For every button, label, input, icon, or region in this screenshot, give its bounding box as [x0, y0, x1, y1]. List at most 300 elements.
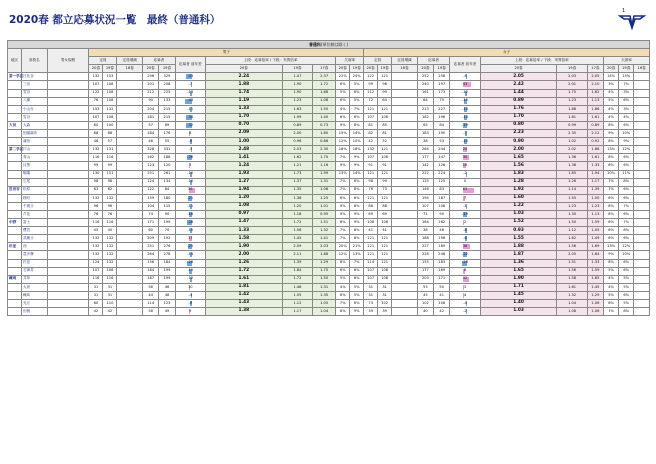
change-value: -28: [462, 260, 468, 265]
cell-fdiff: [450, 121, 480, 129]
cell-mq: 107: [89, 113, 103, 121]
cell-fdiff: [450, 235, 480, 243]
cell-mr: 1.94: [205, 186, 282, 194]
cell-fq: 82: [364, 130, 378, 138]
change-value: -9: [188, 138, 193, 143]
cell-fr: 2.05: [480, 73, 557, 81]
table-row: [8, 130, 650, 138]
cell-fa2: 196: [434, 113, 450, 121]
cell-fq: 81: [364, 121, 378, 129]
cell-fdiff: [450, 267, 480, 275]
cell-fr2: 1.56: [557, 243, 587, 251]
cell-frt2: 6%: [619, 154, 634, 162]
table-row: [8, 105, 650, 113]
change-value: -12: [187, 276, 194, 281]
cell-frt: 6%: [604, 194, 619, 202]
cell-fq: 73: [364, 300, 378, 308]
cell-fr: 1.65: [480, 267, 557, 275]
empty-cell: [117, 283, 143, 291]
empty-cell: [47, 138, 89, 146]
cell-school: [21, 170, 47, 178]
cell-frt2: 5%: [619, 275, 634, 283]
cell-fa: 177: [417, 154, 433, 162]
cell-ma2: 55: [159, 138, 175, 146]
cell-fq: 31: [364, 291, 378, 299]
cell-fr3: 1.88: [587, 146, 603, 154]
cell-frt2: 6%: [619, 97, 634, 105]
empty-cell: [392, 162, 418, 170]
cell-school: [21, 259, 47, 267]
cell-mrt2: 8%: [350, 186, 364, 194]
cell-mrt: 13%: [336, 170, 350, 178]
cell-mrt: 4%: [336, 283, 350, 291]
cell-frt: 5%: [604, 267, 619, 275]
empty-cell: [47, 300, 89, 308]
cell-fr3: 1.61: [587, 113, 603, 121]
table-row: [8, 146, 650, 154]
change-value: -7: [188, 82, 193, 87]
cell-fq2: 85: [378, 121, 392, 129]
cell-mq2: 96: [103, 202, 117, 210]
cell-mdiff: [175, 162, 205, 170]
cell-fa2: 196: [434, 235, 450, 243]
cell-mrt: 12%: [336, 251, 350, 259]
empty-cell: [47, 97, 89, 105]
cell-fr: 2.00: [480, 146, 557, 154]
cell-dist: [8, 259, 22, 267]
change-value: 9: [189, 308, 192, 313]
cell-fr2: 1.30: [557, 210, 587, 218]
cell-fa2: 162: [434, 219, 450, 227]
header-year: 19春: [619, 65, 634, 73]
change-value: 目黒: [22, 163, 31, 168]
cell-fa2: 125: [434, 178, 450, 186]
change-value: 田柄: [22, 308, 31, 313]
cell-mrt2: 5%: [350, 81, 364, 89]
cell-mr3: 0.86: [313, 138, 336, 146]
table-row: [8, 202, 650, 210]
cell-mdiff: [175, 300, 205, 308]
cell-dist: [8, 105, 22, 113]
cell-dist: 第二学区: [8, 146, 22, 154]
cell-fq: 121: [364, 251, 378, 259]
cell-fr3: 1.06: [587, 300, 603, 308]
cell-fq2: 88: [378, 202, 392, 210]
cell-fq2: 99: [378, 89, 392, 97]
cell-mr2: 2.53: [282, 146, 312, 154]
cell-frt2: 6%: [619, 121, 634, 129]
cell-mr: 0.70: [205, 121, 282, 129]
header-male: 男子: [89, 49, 364, 57]
table-row: [8, 186, 650, 194]
empty-cell: [47, 267, 89, 275]
empty-cell: [392, 89, 418, 97]
cell-ma: 171: [143, 219, 159, 227]
empty-cell: [117, 146, 143, 154]
cell-fr2: 1.88: [557, 105, 587, 113]
cell-ma: 201: [143, 81, 159, 89]
cell-mrt: 15%: [336, 130, 350, 138]
cell-frt: 4%: [604, 89, 619, 97]
empty-cell: [117, 81, 143, 89]
cell-fdiff: [450, 105, 480, 113]
cell-frt2: 6%: [619, 210, 634, 218]
cell-fr2: 2.02: [557, 146, 587, 154]
empty-cell: [634, 186, 650, 194]
cell-mr3: 1.06: [313, 186, 336, 194]
cell-ma2: 49: [159, 308, 175, 316]
empty-cell: [392, 178, 418, 186]
cell-frt2: 7%: [619, 81, 634, 89]
cell-fa2: 79: [434, 97, 450, 105]
cell-ma: 57: [143, 121, 159, 129]
cell-fq2: 99: [378, 178, 392, 186]
cell-mrt2: 5%: [350, 283, 364, 291]
empty-cell: [47, 275, 89, 283]
cell-mr2: 1.47: [282, 73, 312, 81]
cell-dist: [8, 210, 22, 218]
change-value: -25: [187, 244, 194, 249]
cell-mr3: 1.50: [313, 105, 336, 113]
cell-school: [21, 300, 47, 308]
change-value: -10: [187, 179, 194, 184]
cell-fr3: 1.06: [587, 308, 603, 316]
empty-cell: [392, 154, 418, 162]
cell-fq: 69: [364, 210, 378, 218]
table-row: [8, 97, 650, 105]
cell-mq2: 57: [103, 138, 117, 146]
cell-mr2: 1.62: [282, 154, 312, 162]
header-female-quota: 定員: [364, 57, 392, 65]
change-value: 大泉: [22, 284, 31, 289]
empty-cell: [634, 308, 650, 316]
cell-ma: 181: [143, 113, 159, 121]
cell-fa2: 106: [434, 300, 450, 308]
cell-fr3: 1.29: [587, 291, 603, 299]
cell-fa2: 41: [434, 291, 450, 299]
cell-mdiff: [175, 170, 205, 178]
cell-dist: [8, 251, 22, 259]
cell-fq: 121: [364, 105, 378, 113]
change-value: -32: [187, 122, 194, 127]
table-row: [8, 235, 650, 243]
empty-cell: [392, 113, 418, 121]
table-row: [8, 259, 650, 267]
change-value: 63: [462, 187, 468, 192]
cell-mrt2: 5%: [350, 97, 364, 105]
cell-frt2: 7%: [619, 202, 634, 210]
cell-mr: 1.90: [205, 243, 282, 251]
cell-mq: 132: [89, 194, 103, 202]
cell-mrt2: 9%: [350, 154, 364, 162]
cell-mrt: 6%: [336, 267, 350, 275]
table-row: [8, 227, 650, 235]
cell-ma2: 90: [159, 210, 175, 218]
cell-school: [21, 283, 47, 291]
cell-fr2: 1.62: [557, 235, 587, 243]
winged-emblem-logo: [619, 13, 645, 29]
cell-mr2: 1.63: [282, 105, 312, 113]
cell-fa: 227: [417, 243, 433, 251]
cell-mdiff: [175, 81, 205, 89]
cell-fq: 76: [364, 186, 378, 194]
cell-mr: 0.97: [205, 210, 282, 218]
empty-cell: [634, 162, 650, 170]
cell-mr2: 2.09: [282, 243, 312, 251]
cell-frt: 4%: [604, 113, 619, 121]
cell-fq: 114: [364, 259, 378, 267]
cell-fa: 203: [417, 275, 433, 283]
cell-fa2: 90: [434, 210, 450, 218]
cell-mrt2: 8%: [350, 121, 364, 129]
cell-mq2: 132: [103, 105, 117, 113]
cell-mrt2: 6%: [350, 275, 364, 283]
empty-cell: [47, 235, 89, 243]
cell-mr3: 1.04: [313, 308, 336, 316]
cell-fr: 1.87: [480, 251, 557, 259]
cell-fr3: 1.59: [587, 219, 603, 227]
cell-mq2: 132: [103, 259, 117, 267]
cell-ma2: 208: [159, 81, 175, 89]
cell-ma2: 331: [159, 146, 175, 154]
cell-ma2: 329: [159, 73, 175, 81]
cell-fa: 188: [417, 235, 433, 243]
header-male-prev-diff: 応募者 前年差: [175, 57, 205, 73]
cell-fa: 65: [417, 121, 433, 129]
cell-frt: 10%: [604, 170, 619, 178]
empty-cell: [392, 275, 418, 283]
cell-frt: 9%: [604, 251, 619, 259]
empty-cell: [392, 81, 418, 89]
empty-cell: [392, 105, 418, 113]
empty-cell: [634, 259, 650, 267]
cell-mrt: 8%: [336, 259, 350, 267]
empty-cell: [47, 243, 89, 251]
cell-mr: 1.43: [205, 300, 282, 308]
empty-cell: [47, 105, 89, 113]
cell-dist: 大田: [8, 121, 22, 129]
change-value: -28: [187, 260, 194, 265]
empty-cell: [634, 210, 650, 218]
cell-mrt: 8%: [336, 219, 350, 227]
cell-school: [21, 113, 47, 121]
cell-frt: 4%: [604, 105, 619, 113]
empty-cell: [634, 130, 650, 138]
change-value: -21: [187, 195, 194, 200]
cell-fdiff: [450, 138, 480, 146]
cell-mr2: 1.17: [282, 308, 312, 316]
cell-mr: 1.74: [205, 89, 282, 97]
cell-dist: 第一学区: [8, 73, 22, 81]
cell-fa2: 224: [434, 170, 450, 178]
cell-mr: 1.19: [205, 97, 282, 105]
cell-dist: [8, 283, 22, 291]
empty-cell: [47, 154, 89, 162]
cell-fdiff: [450, 227, 480, 235]
cell-mrt2: 8%: [350, 227, 364, 235]
cell-fr: 1.83: [480, 170, 557, 178]
cell-mrt2: 13%: [350, 251, 364, 259]
empty-cell: [47, 186, 89, 194]
cell-fq2: 81: [378, 130, 392, 138]
cell-mdiff: [175, 202, 205, 210]
empty-cell: [392, 283, 418, 291]
cell-ma: 90: [143, 97, 159, 105]
cell-mr3: 1.70: [313, 267, 336, 275]
cell-ma: 74: [143, 210, 159, 218]
change-value: 雪谷: [22, 90, 31, 95]
cell-mr3: 1.88: [313, 251, 336, 259]
change-value: 0: [463, 179, 467, 184]
cell-mr: 1.33: [205, 105, 282, 113]
cell-mq2: 131: [103, 146, 117, 154]
cell-fr: 1.88: [480, 243, 557, 251]
cell-fq: 107: [364, 275, 378, 283]
header-year: 17春: [313, 65, 336, 73]
cell-fa2: 190: [434, 130, 450, 138]
cell-frt2: 10%: [619, 130, 634, 138]
cell-fr2: 1.14: [557, 186, 587, 194]
cell-frt: 14%: [604, 73, 619, 81]
empty-cell: [392, 146, 418, 154]
cell-mrt: 7%: [336, 186, 350, 194]
cell-frt: 6%: [604, 300, 619, 308]
empty-cell: [117, 162, 143, 170]
cell-mr3: 2.30: [313, 146, 336, 154]
cell-mr: 2.09: [205, 130, 282, 138]
change-value: 井草: [22, 276, 31, 281]
change-value: -10: [187, 171, 194, 176]
cell-mrt2: 14%: [350, 130, 364, 138]
cell-ma: 264: [143, 251, 159, 259]
cell-ma2: 84: [159, 186, 175, 194]
cell-mq2: 45: [103, 227, 117, 235]
cell-fq2: 108: [378, 154, 392, 162]
cell-fr2: 1.61: [557, 283, 587, 291]
cell-fa: 194: [417, 194, 433, 202]
cell-frt: 8%: [604, 210, 619, 218]
cell-mr2: 1.73: [282, 170, 312, 178]
cell-mdiff: [175, 130, 205, 138]
cell-mr: 1.41: [205, 154, 282, 162]
cell-dist: [8, 308, 22, 316]
cell-mq2: 132: [103, 235, 117, 243]
cell-mrt2: 6%: [350, 113, 364, 121]
cell-dist: [8, 97, 22, 105]
cell-mrt: 5%: [336, 89, 350, 97]
cell-mrt2: 9%: [350, 210, 364, 218]
cell-mr3: 1.80: [313, 130, 336, 138]
cell-fq2: 31: [378, 283, 392, 291]
cell-school: [21, 194, 47, 202]
cell-fa2: 169: [434, 267, 450, 275]
change-value: 田園調布: [22, 130, 38, 135]
cell-mr3: 1.16: [313, 162, 336, 170]
cell-fdiff: [450, 291, 480, 299]
cell-school: [21, 130, 47, 138]
cell-mr2: 1.84: [282, 267, 312, 275]
change-value: 八潮: [22, 98, 31, 103]
cell-fa2: 248: [434, 251, 450, 259]
empty-cell: [117, 243, 143, 251]
cell-mdiff: [175, 105, 205, 113]
change-value: 7: [463, 195, 467, 200]
empty-cell: [392, 251, 418, 259]
header-year: 17春: [587, 65, 603, 73]
cell-fq2: 31: [378, 291, 392, 299]
cell-ma2: 261: [159, 170, 175, 178]
empty-cell: [392, 121, 418, 129]
change-value: 大森: [22, 122, 31, 127]
change-value: -26: [187, 155, 194, 160]
change-value: 武蔵丘: [22, 236, 34, 240]
cell-fa: 240: [417, 81, 433, 89]
cell-fa: 252: [417, 73, 433, 81]
cell-fa2: 126: [434, 162, 450, 170]
cell-mr: 1.61: [205, 275, 282, 283]
cell-fr: 1.03: [480, 210, 557, 218]
empty-cell: [117, 97, 143, 105]
cell-frt: 6%: [604, 227, 619, 235]
empty-cell: [392, 73, 418, 81]
cell-fa: 40: [417, 308, 433, 316]
change-value: -10: [187, 227, 194, 232]
cell-fq2: 121: [378, 73, 392, 81]
cell-fr3: 1.59: [587, 267, 603, 275]
cell-dist: [8, 113, 22, 121]
cell-ma: 184: [143, 130, 159, 138]
cell-fa: 182: [417, 113, 433, 121]
change-value: -15: [462, 138, 468, 143]
empty-cell: [634, 283, 650, 291]
cell-mr: 1.58: [205, 235, 282, 243]
header-female-quota-change: 定員増減: [392, 57, 418, 65]
cell-fr2: 1.23: [557, 202, 587, 210]
empty-cell: [47, 146, 89, 154]
cell-ma2: 276: [159, 243, 175, 251]
cell-fq: 121: [364, 243, 378, 251]
header-exam: 男女規程: [47, 49, 89, 73]
cell-fq: 107: [364, 154, 378, 162]
empty-cell: [634, 235, 650, 243]
cell-fq2: 98: [378, 81, 392, 89]
cell-mq2: 132: [103, 243, 117, 251]
cell-mrt: 7%: [336, 178, 350, 186]
header-female-ratio: 上段：応募倍率 / 下段：実質倍率: [480, 57, 603, 65]
cell-mrt2: 6%: [350, 178, 364, 186]
cell-mdiff: [175, 194, 205, 202]
cell-fq2: 121: [378, 194, 392, 202]
cell-mr2: 1.36: [282, 194, 312, 202]
cell-fq2: 108: [378, 267, 392, 275]
cell-fr3: 1.13: [587, 97, 603, 105]
cell-ma2: 192: [159, 235, 175, 243]
cell-frt: 4%: [604, 275, 619, 283]
change-value: 杉並: [22, 260, 31, 265]
cell-mrt: 9%: [336, 202, 350, 210]
change-value: 千歳丘: [22, 203, 34, 208]
cell-mr3: 1.01: [313, 202, 336, 210]
table-row: [8, 73, 650, 81]
empty-cell: [392, 186, 418, 194]
cell-fr3: 1.49: [587, 235, 603, 243]
change-value: 光丘: [22, 300, 31, 305]
empty-cell: [392, 300, 418, 308]
cell-mrt2: 5%: [350, 291, 364, 299]
cell-dist: [8, 170, 22, 178]
cell-frt: 5%: [604, 291, 619, 299]
cell-mdiff: [175, 97, 205, 105]
